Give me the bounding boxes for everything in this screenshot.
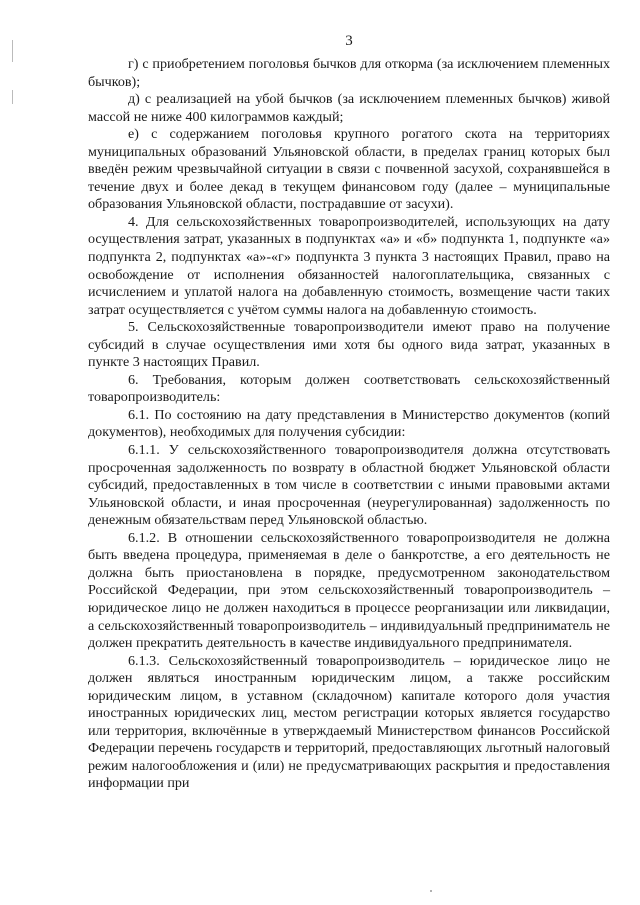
paragraph-subitem-g: г) с приобретением поголовья бычков для откорма (за исключением племенных бычков);	[88, 56, 610, 90]
paragraph-item-6-1-2: 6.1.2. В отношении сельскохозяйственного товаропроизводителя не должна быть введена процедура, применяемая в деле о банкротстве, а его деятельность не должна быть приостановлена в порядке, предусмотренном законодательством Российской Федерации, при этом сельскохозяйственный товаропроизводитель – юридическое лицо не должен находиться в процессе реорганизации или ликвидации, а сельскохозяйственный товаропроизводитель – индивидуальный предприниматель не должен прекратить деятельность в качестве индивидуального предпринимателя.	[88, 529, 610, 652]
paragraph-item-6-1: 6.1. По состоянию на дату представления в Министерство документов (копий документов), необходимых для получения субсидии:	[88, 406, 610, 441]
paragraph-subitem-e: е) с содержанием поголовья крупного рогатого скота на территориях муниципальных образований Ульяновской области, в пределах границ которых был введён режим чрезвычайной ситуации в связи с почвенной засухой, сохранявшейся в течение двух и более декад в текущем финансовом году (далее – муниципальные образования Ульяновской области, пострадавшие от засухи).	[88, 126, 610, 213]
scan-margin-mark	[12, 40, 13, 62]
page-number: 3	[345, 33, 353, 49]
paragraph-item-6: 6. Требования, которым должен соответствовать сельскохозяйственный товаропроизводитель:	[88, 371, 610, 406]
paragraph-item-6-1-3: 6.1.3. Сельскохозяйственный товаропроизводитель – юридическое лицо не должен являться иностранным юридическим лицом, а также российским юридическим лицом, в уставном (складочном) капитале которого доля участия иностранных юридических лиц, местом регистрации которых является государство или территория, включённые в утверждаемый Министерством финансов Российской Федерации перечень государств и территорий, предоставляющих льготный налоговый режим налогообложения и (или) не предусматривающих раскрытия и предоставления информации при	[88, 652, 610, 792]
scan-margin-mark	[12, 90, 13, 104]
paragraph-item-4: 4. Для сельскохозяйственных товаропроизводителей, использующих на дату осуществления затрат, указанных в подпунктах «а» и «б» подпункта 1, подпункте «а» подпункта 2, подпунктах «а»-«г» подпункта 3 пункта 3 настоящих Правил, право на освобождение от исполнения обязанностей налогоплательщика, связанных с исчислением и уплатой налога на добавленную стоимость, возмещение части таких затрат осуществляется с учётом суммы налога на добавленную стоимость.	[88, 213, 610, 318]
paragraph-item-6-1-1: 6.1.1. У сельскохозяйственного товаропроизводителя должна отсутствовать просроченная задолженность по возврату в областной бюджет Ульяновской области субсидий, предоставленных в том числе в соответствии с иными правовыми актами Ульяновской области, и иная просроченная (неурегулированная) задолженность по денежным обязательствам перед Ульяновской областью.	[88, 442, 610, 529]
paragraph-subitem-d: д) с реализацией на убой бычков (за исключением племенных бычков) живой массой не ниже 400 килограммов каждый;	[88, 91, 610, 125]
paragraph-item-5: 5. Сельскохозяйственные товаропроизводители имеют право на получение субсидий в случае осуществления ими хотя бы одного вида затрат, указанных в пункте 3 настоящих Правил.	[88, 319, 610, 371]
scan-speck	[430, 890, 432, 892]
